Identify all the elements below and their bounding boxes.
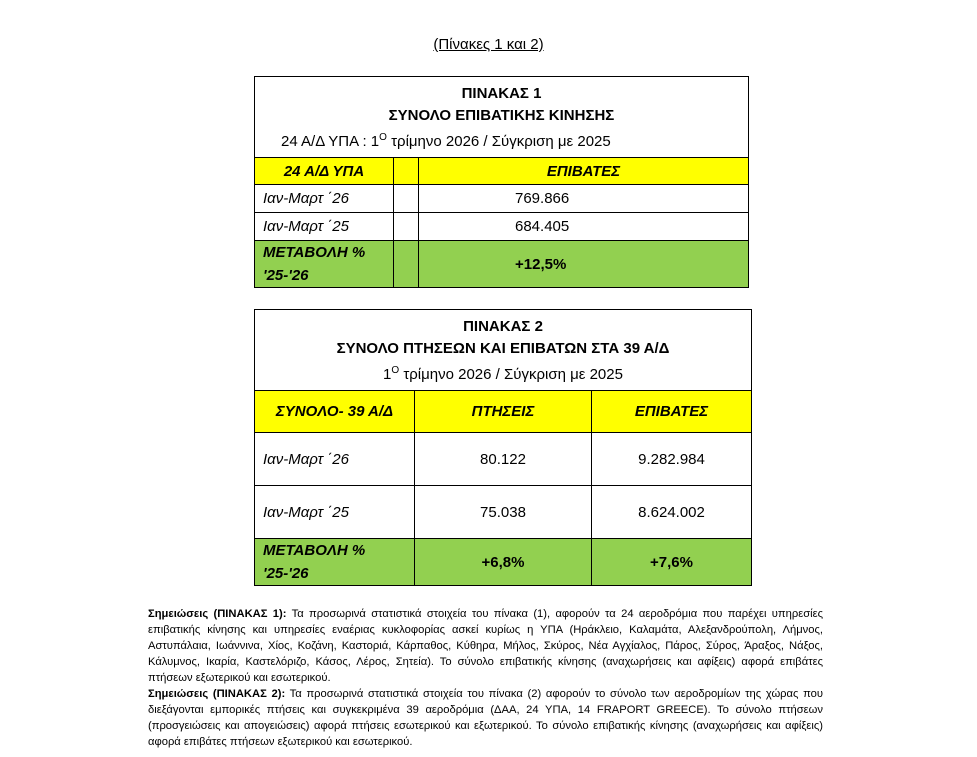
table-1-header-airports: 24 Α/Δ ΥΠΑ (255, 158, 394, 185)
table-2-title-cell (255, 310, 752, 391)
table-1-header-passengers: ΕΠΙΒΑΤΕΣ (419, 158, 749, 185)
table-1-change-row (255, 241, 749, 288)
table-row (255, 433, 752, 486)
table-row (255, 185, 749, 213)
empty-cell (394, 241, 419, 288)
document-heading: (Πίνακες 1 και 2) (433, 36, 544, 53)
flights-change-value: +6,8% (415, 539, 592, 586)
table-2-header-flights: ΠΤΗΣΕΙΣ (415, 391, 592, 433)
table-2-period: $1^O$ τρίμηνο 2026 / Σύγκριση με 2025 (383, 365, 623, 383)
table-row (255, 486, 752, 539)
note-table-2 (148, 686, 823, 750)
table-2-flights-passengers (254, 309, 752, 586)
table-1-title-cell (255, 77, 749, 158)
flights-value: 80.122 (415, 433, 592, 486)
passengers-value: 769.866 (419, 185, 749, 213)
table-1-subtitle: ΣΥΝΟΛΟ ΕΠΙΒΑΤΙΚΗΣ ΚΙΝΗΣΗΣ (388, 107, 615, 124)
passengers-change-value: +12,5% (419, 241, 749, 288)
table-1-header-row (255, 158, 749, 185)
empty-cell (394, 213, 419, 241)
row-label: Ιαν-Μαρτ ΄26 (255, 433, 415, 486)
table-1-passenger-traffic (254, 76, 749, 288)
table-2-header-airports: ΣΥΝΟΛΟ- 39 Α/Δ (255, 391, 415, 433)
passengers-change-value: +7,6% (592, 539, 752, 586)
row-label: Ιαν-Μαρτ ΄25 (255, 486, 415, 539)
table-1-title: ΠΙΝΑΚΑΣ 1 (461, 85, 542, 102)
row-label: Ιαν-Μαρτ ΄25 (255, 213, 394, 241)
flights-value: 75.038 (415, 486, 592, 539)
table-row (255, 213, 749, 241)
table-1-period: 24 Α/Δ ΥΠΑ : $1^O$ τρίμηνο 2026 / Σύγκριση με 2025 (281, 132, 611, 150)
passengers-value: 684.405 (419, 213, 749, 241)
table-2-header-passengers: ΕΠΙΒΑΤΕΣ (592, 391, 752, 433)
note-table-1 (148, 606, 823, 686)
note-text: Τα προσωρινά στατιστικά στοιχεία του πίνακα (2) αφορούν το σύνολο των αεροδρομίων της χώρας που διεξάγονται εμπορικές πτήσεις και συγκεκριμένα 39 αεροδρόμια (ΔΑΑ, 24 ΥΠΑ, 14 FRAPORT GREECE). Το σύνολο πτήσεων (προσγειώσεις και απογειώσεις) αφορά πτήσεις εσωτερικού και εξωτερικού. Το σύνολο επιβατικής κίνησης (αναχωρήσεις και αφίξεις) αφορά επιβάτες πτήσεων εξωτερικού και εσωτερικού. (148, 688, 823, 748)
table-2-header-row (255, 391, 752, 433)
table-2-subtitle: ΣΥΝΟΛΟ ΠΤΗΣΕΩΝ ΚΑΙ ΕΠΙΒΑΤΩΝ ΣΤΑ 39 Α/Δ (336, 340, 670, 357)
passengers-value: 8.624.002 (592, 486, 752, 539)
passengers-value: 9.282.984 (592, 433, 752, 486)
notes-section (148, 606, 823, 750)
table-2-title: ΠΙΝΑΚΑΣ 2 (463, 318, 543, 335)
note-label: Σημειώσεις (ΠΙΝΑΚΑΣ 1): (148, 608, 287, 620)
table-1-header-empty (394, 158, 419, 185)
note-label: Σημειώσεις (ΠΙΝΑΚΑΣ 2): (148, 688, 286, 700)
row-label: Ιαν-Μαρτ ΄26 (255, 185, 394, 213)
empty-cell (394, 185, 419, 213)
note-text: Τα προσωρινά στατιστικά στοιχεία του πίνακα (1), αφορούν τα 24 αεροδρόμια που παρέχει υπηρεσίες επιβατικής κίνησης και υπηρεσίες εναέριας κυκλοφορίας ασκεί κυρίως η ΥΠΑ (Ηράκλειο, Καλαμάτα, Αλεξανδρούπολη, Λήμνος, Αστυπάλαια, Ιωάννινα, Χίος, Κοζάνη, Καστοριά, Κάρπαθος, Κύθηρα, Μήλος, Σκύρος, Νέα Αγχίαλος, Πάρος, Σύρος, Άραξος, Νάξος, Κάλυμνος, Ικαρία, Καστελόριζο, Κάσος, Λέρος, Σητεία). Το σύνολο επιβατικής κίνησης (αναχωρήσεις και αφίξεις) αφορά επιβάτες πτήσεων εξωτερικού και εσωτερικού. (148, 608, 823, 684)
change-label: ΜΕΤΑΒΟΛΗ % '25-'26 (255, 241, 394, 288)
table-2-change-row (255, 539, 752, 586)
change-label: ΜΕΤΑΒΟΛΗ % '25-'26 (255, 539, 415, 586)
